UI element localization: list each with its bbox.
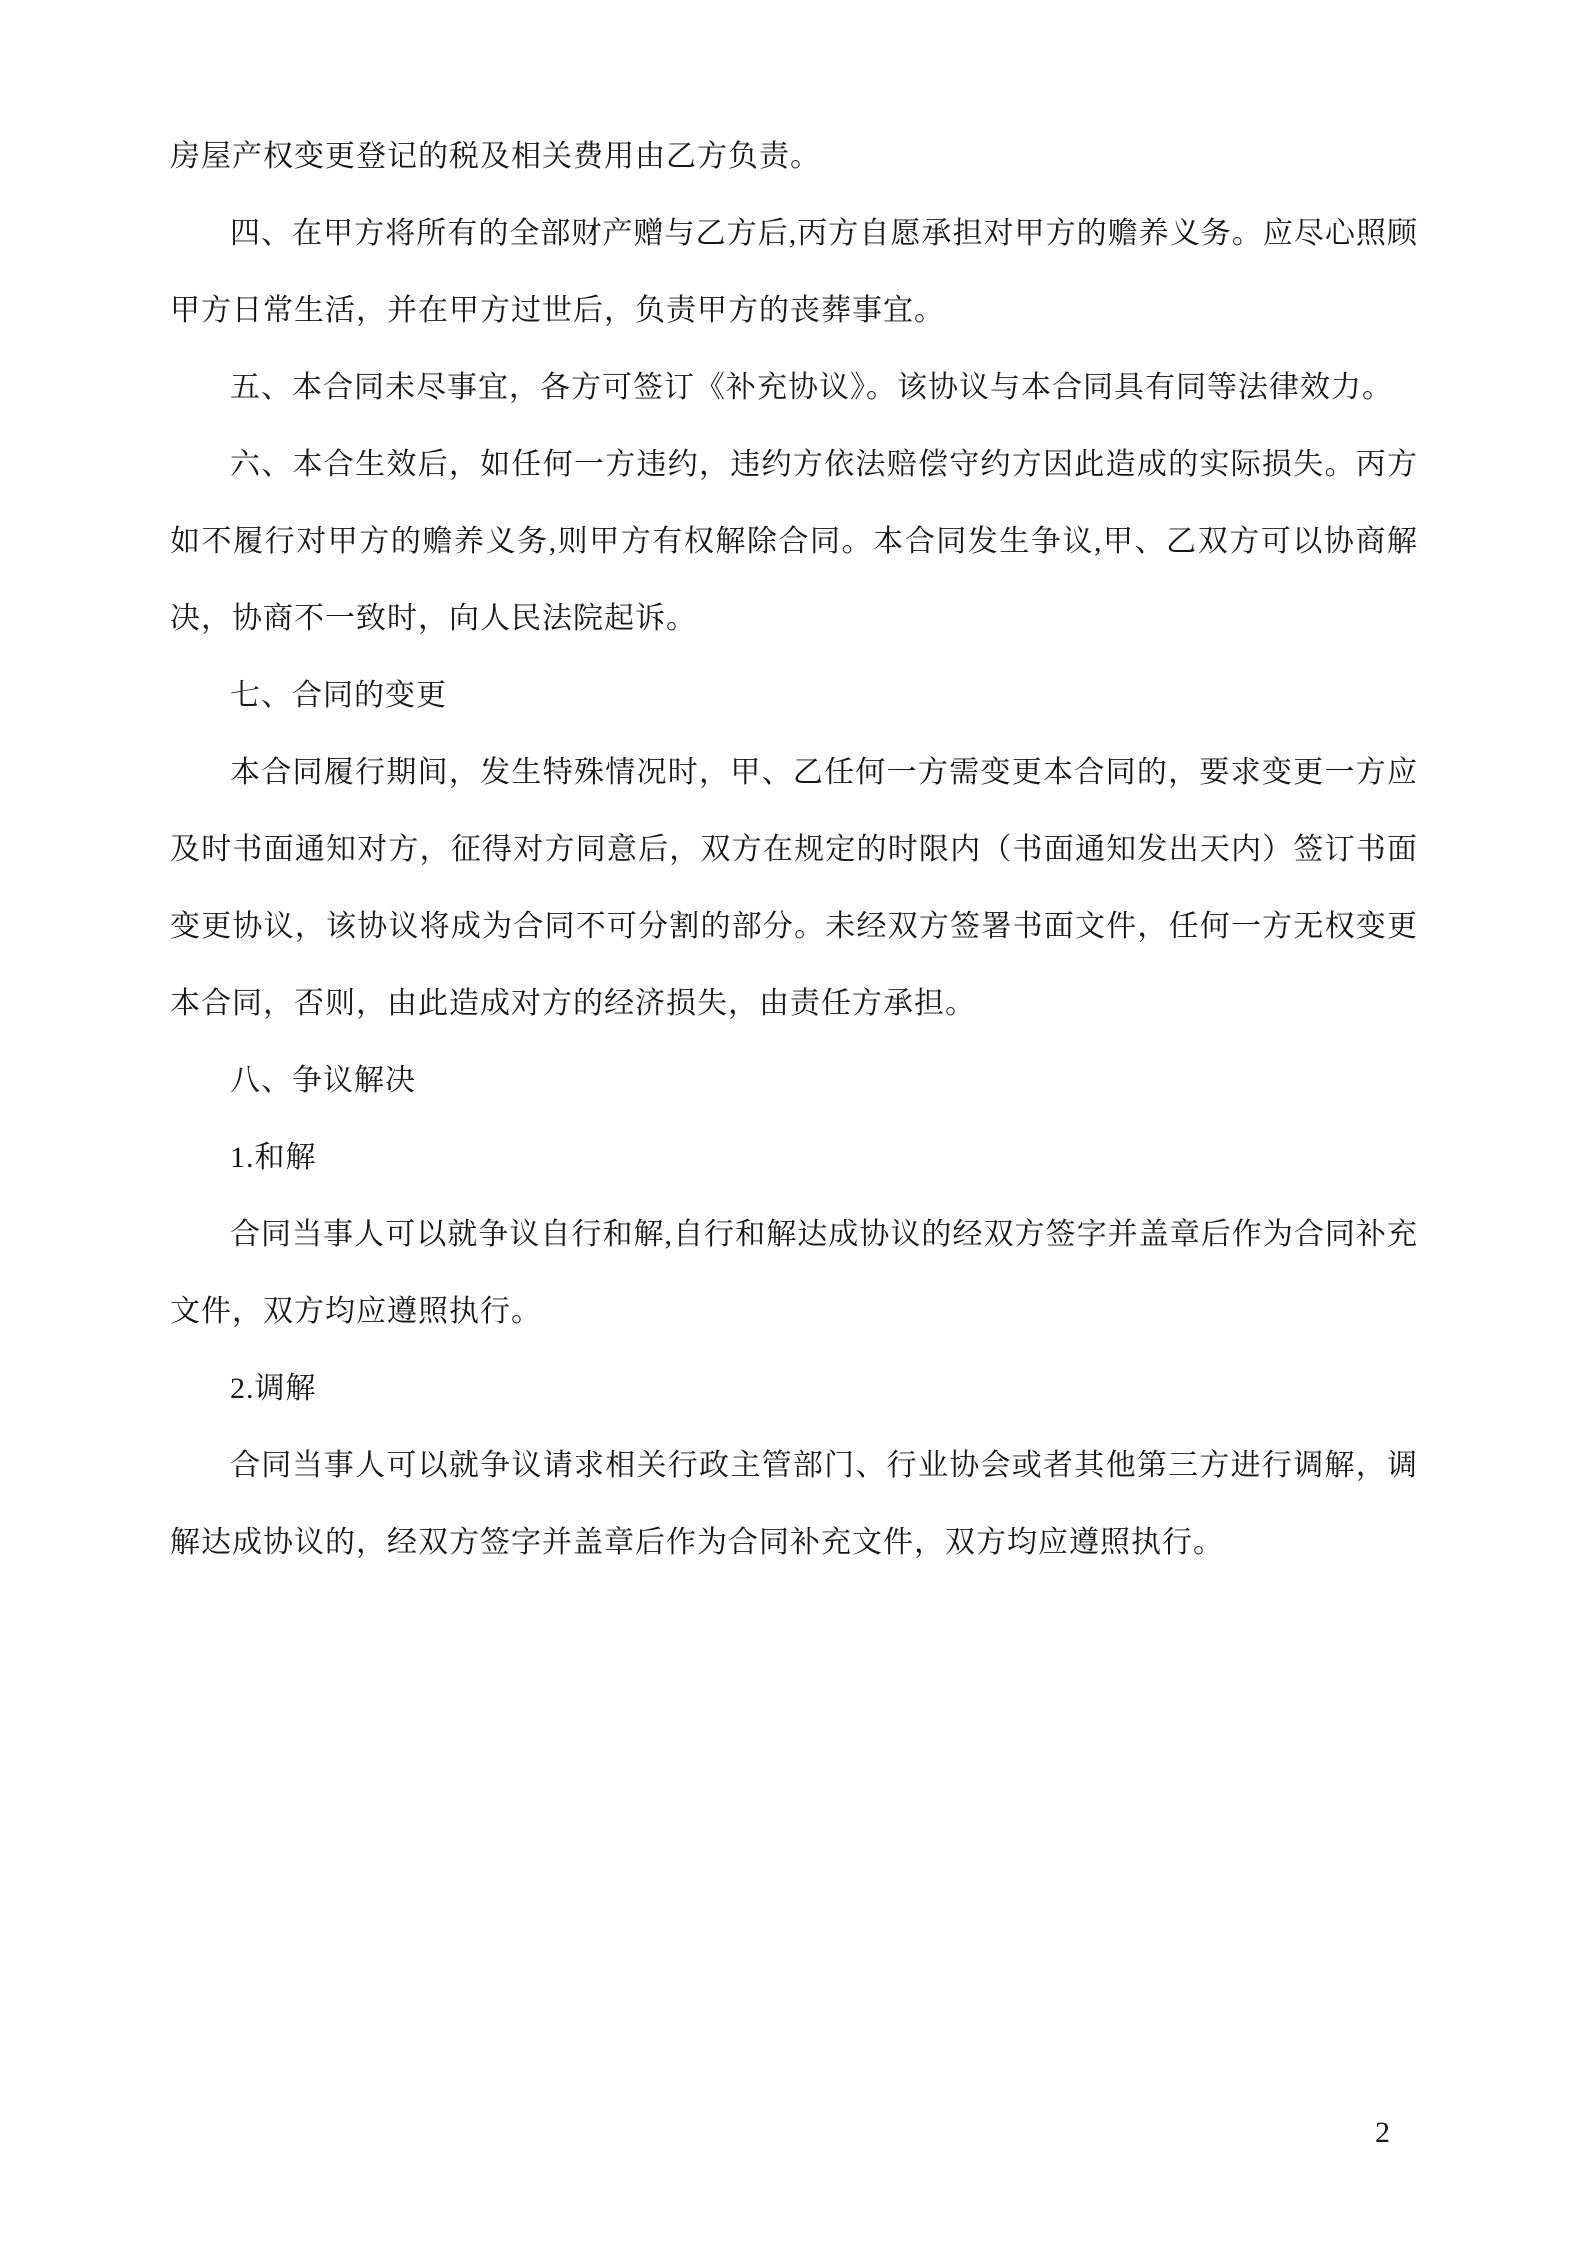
contract-body xyxy=(170,118,1418,1581)
contract-clause-7-heading: 七、合同的变更 xyxy=(230,679,447,712)
contract-clause-8-item-1-heading: 1.和解 xyxy=(230,1141,317,1174)
contract-clause-8-item-1-body: 合同当事人可以就争议自行和解,自行和解达成协议的经双方签字并盖章后作为合同补充文件，双方均应遵照执行。 xyxy=(170,1218,1418,1328)
contract-clause-8-item-2-heading: 2.调解 xyxy=(230,1372,317,1405)
contract-clause-6: 六、本合生效后，如任何一方违约，违约方依法赔偿守约方因此造成的实际损失。丙方如不履行对甲方的赡养义务,则甲方有权解除合同。本合同发生争议,甲、乙双方可以协商解决，协商不一致时，向人民法院起诉。 xyxy=(170,448,1418,635)
contract-clause-8-heading: 八、争议解决 xyxy=(230,1064,416,1097)
contract-clause-8-item-2-body: 合同当事人可以就争议请求相关行政主管部门、行业协会或者其他第三方进行调解，调解达成协议的，经双方签字并盖章后作为合同补充文件，双方均应遵照执行。 xyxy=(170,1449,1418,1559)
page-number: 2 xyxy=(1375,2116,1390,2149)
contract-clause-5: 五、本合同未尽事宜，各方可签订《补充协议》。该协议与本合同具有同等法律效力。 xyxy=(230,371,1393,404)
contract-clause-7-body: 本合同履行期间，发生特殊情况时，甲、乙任何一方需变更本合同的，要求变更一方应及时书面通知对方，征得对方同意后，双方在规定的时限内（书面通知发出天内）签订书面变更协议，该协议将成为合同不可分割的部分。未经双方签署书面文件，任何一方无权变更本合同，否则，由此造成对方的经济损失，由责任方承担。 xyxy=(170,756,1418,1020)
contract-paragraph: 房屋产权变更登记的税及相关费用由乙方负责。 xyxy=(170,140,821,173)
contract-clause-4: 四、在甲方将所有的全部财产赠与乙方后,丙方自愿承担对甲方的赡养义务。应尽心照顾甲方日常生活，并在甲方过世后，负责甲方的丧葬事宜。 xyxy=(170,217,1418,327)
